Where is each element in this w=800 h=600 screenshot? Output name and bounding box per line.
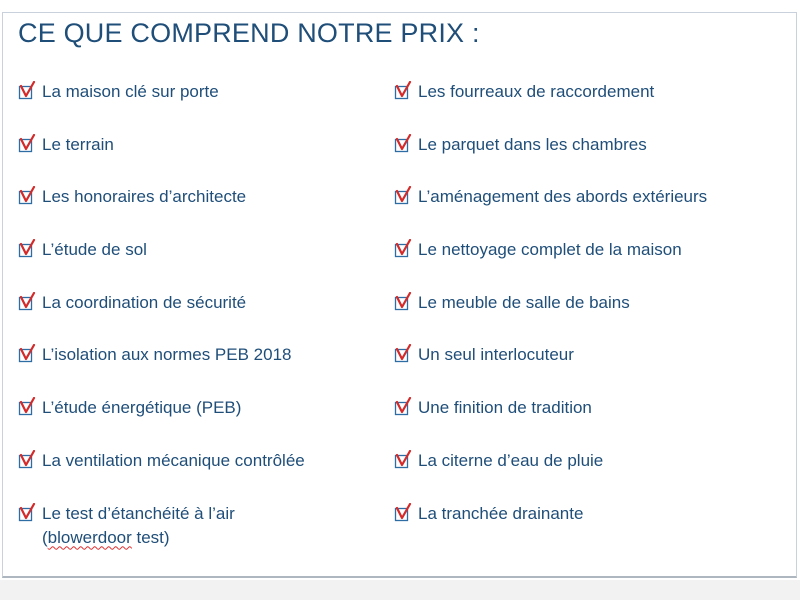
list-item-label: Un seul interlocuteur	[418, 345, 574, 365]
list-item-label: Le test d’étanchéité à l’air	[42, 503, 235, 523]
checkbox-check-icon	[394, 239, 414, 259]
checkbox-check-icon	[18, 397, 38, 417]
list-item-label: L’isolation aux normes PEB 2018	[42, 345, 292, 365]
list-item-label: La ventilation mécanique contrôlée	[42, 450, 305, 470]
list-item	[18, 449, 378, 502]
list-item-label: Le terrain	[42, 134, 114, 154]
checkbox-check-icon	[18, 239, 38, 259]
list-item	[394, 80, 774, 133]
spellcheck-flagged-word: blowerdoor	[47, 527, 132, 547]
list-item	[18, 502, 378, 555]
checkbox-check-icon	[18, 81, 38, 101]
list-item-label: L’étude énergétique (PEB)	[42, 398, 242, 418]
list-item	[394, 291, 774, 344]
checkbox-check-icon	[394, 397, 414, 417]
list-item	[18, 343, 378, 396]
checkbox-check-icon	[394, 292, 414, 312]
checkbox-check-icon	[394, 186, 414, 206]
list-item-label: Le meuble de salle de bains	[418, 292, 630, 312]
list-item-label: Les fourreaux de raccordement	[418, 82, 655, 101]
checkbox-check-icon	[18, 503, 38, 523]
list-item-label: L’étude de sol	[42, 240, 147, 260]
list-item-label: Le nettoyage complet de la maison	[418, 240, 682, 260]
checkbox-check-icon	[394, 344, 414, 364]
checkbox-check-icon	[18, 450, 38, 470]
list-item	[394, 343, 774, 396]
checkbox-check-icon	[394, 134, 414, 154]
list-item-label: La coordination de sécurité	[42, 292, 247, 312]
included-items-left-list	[18, 80, 378, 554]
included-items-right-list	[394, 80, 774, 554]
list-item-label-group	[42, 502, 235, 550]
checkbox-check-icon	[18, 292, 38, 312]
checkbox-check-icon	[18, 344, 38, 364]
list-item	[18, 238, 378, 291]
list-item-label: La maison clé sur porte	[42, 82, 219, 101]
list-item	[18, 80, 378, 133]
checkbox-check-icon	[394, 81, 414, 101]
list-item	[18, 185, 378, 238]
list-item	[18, 291, 378, 344]
page-title: CE QUE COMPREND NOTRE PRIX :	[18, 18, 480, 48]
list-item	[18, 396, 378, 449]
list-item	[394, 502, 774, 555]
list-item-label-line2	[42, 526, 235, 550]
checkbox-check-icon	[394, 450, 414, 470]
list-item-label: Les honoraires d’architecte	[42, 187, 247, 207]
list-item	[394, 185, 774, 238]
checkbox-check-icon	[394, 503, 414, 523]
open-paren-text: (	[42, 527, 48, 547]
list-item-label: La tranchée drainante	[418, 503, 584, 523]
list-item-label: Une finition de tradition	[418, 398, 592, 418]
checkbox-check-icon	[18, 186, 38, 206]
list-item	[18, 133, 378, 186]
rest-text: test)	[131, 527, 170, 547]
list-item-label: L’aménagement des abords extérieurs	[418, 187, 708, 207]
list-item	[394, 238, 774, 291]
list-item-label: Le parquet dans les chambres	[418, 134, 647, 154]
list-item-label: La citerne d’eau de pluie	[418, 450, 604, 470]
checkbox-check-icon	[18, 134, 38, 154]
list-item	[394, 396, 774, 449]
list-item	[394, 133, 774, 186]
bottom-band	[0, 580, 800, 600]
list-item	[394, 449, 774, 502]
